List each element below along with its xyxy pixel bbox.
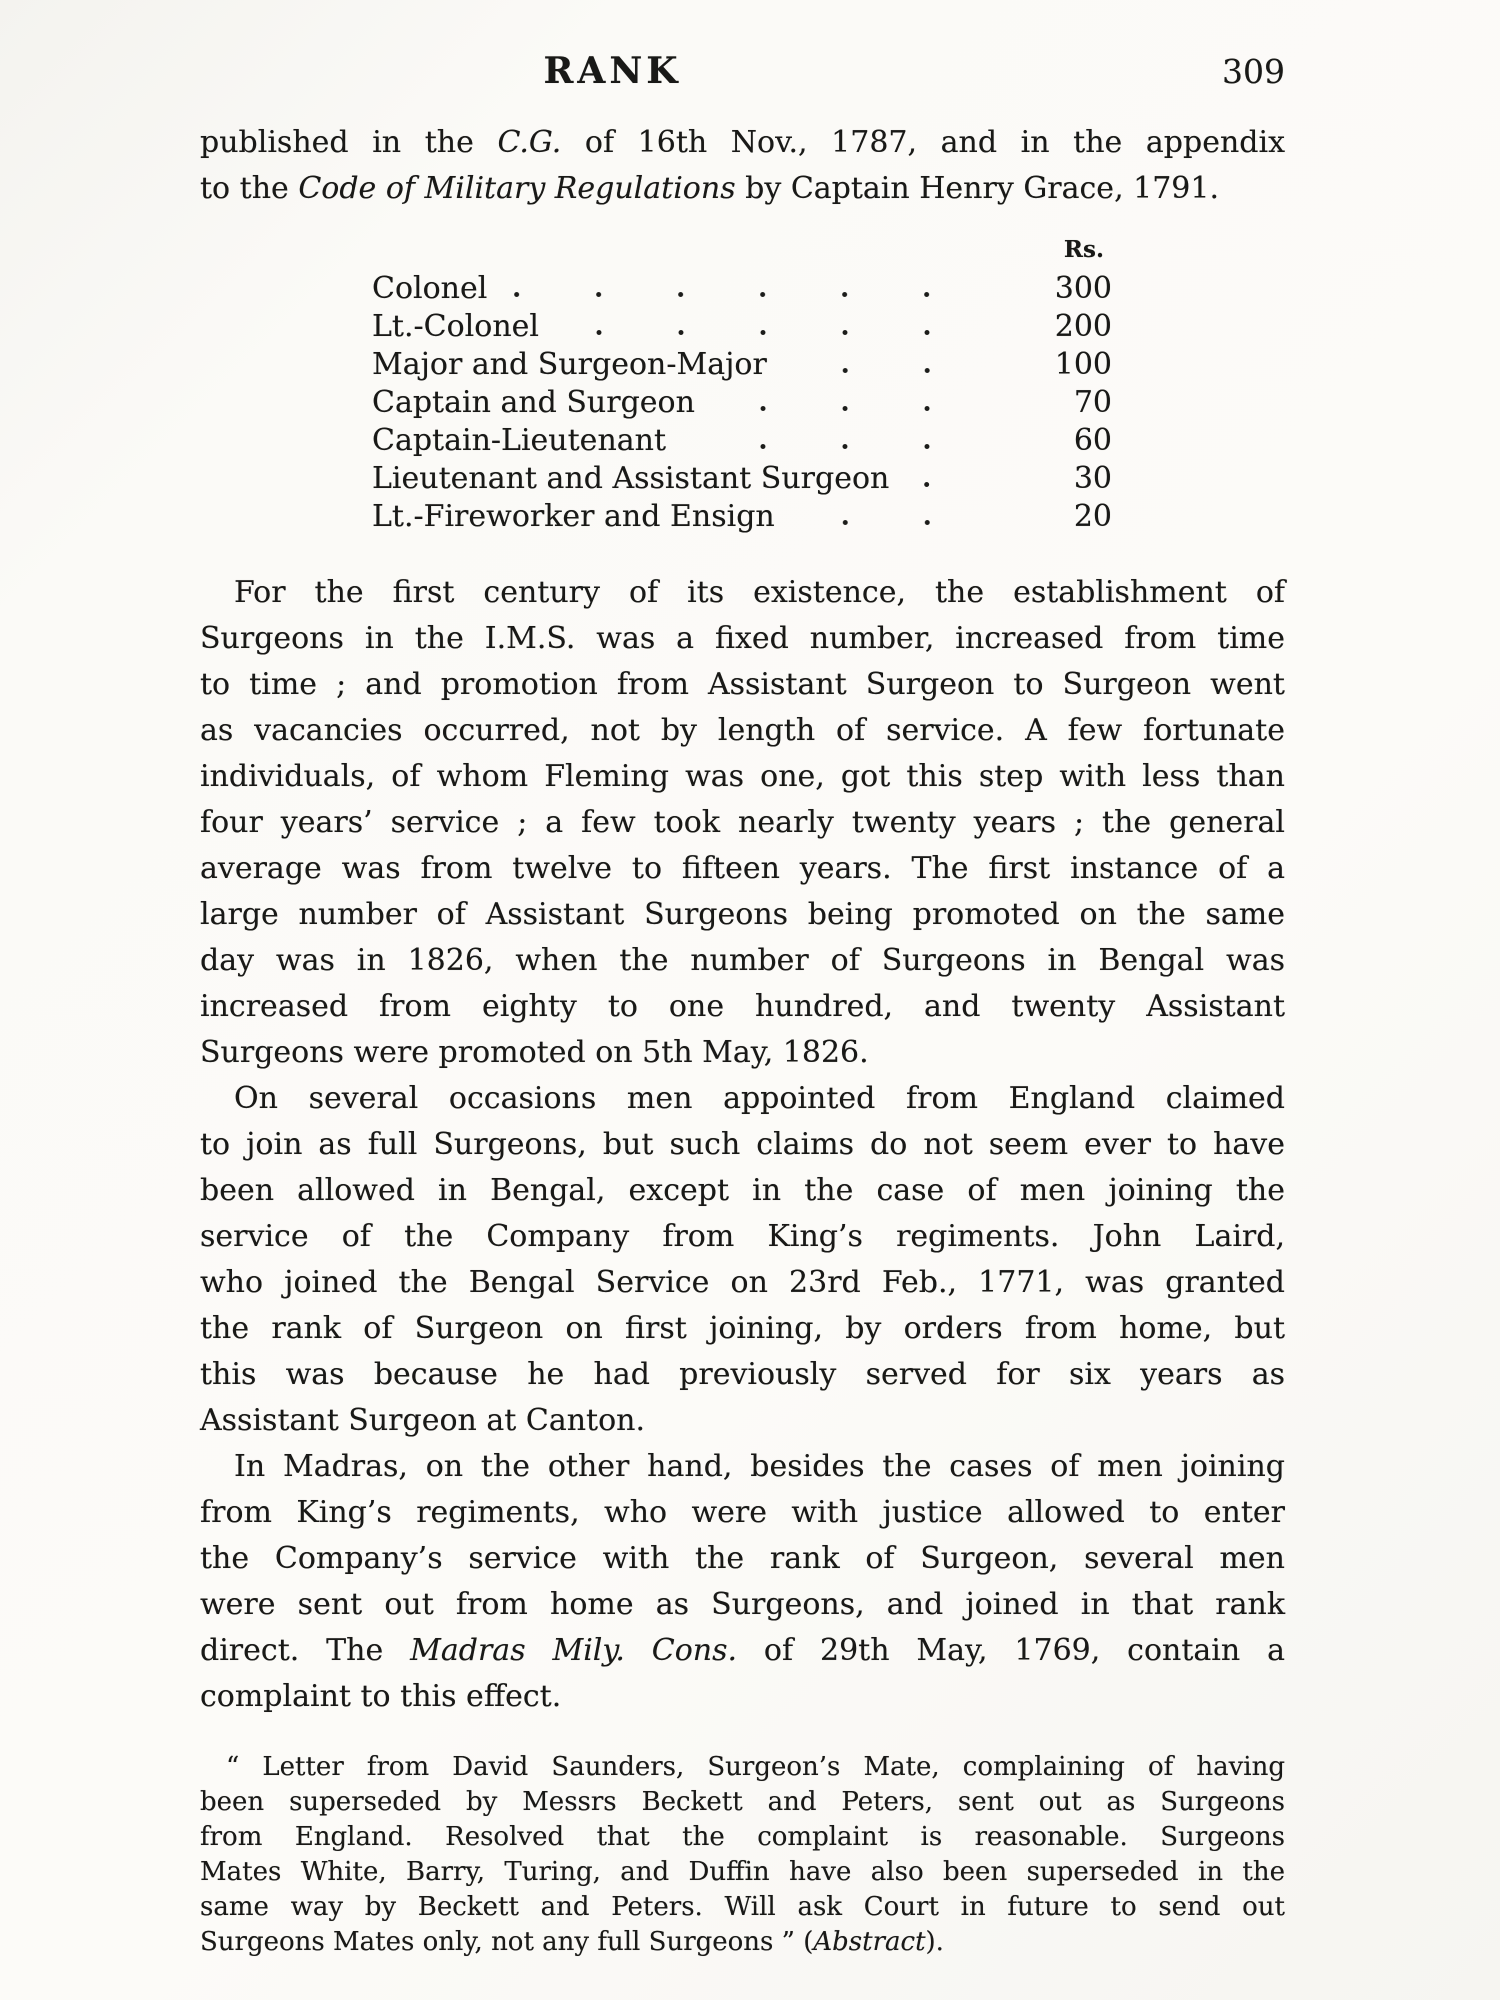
- text-line: Surgeons Mates only, not any full Surgeons ” (Abstract).: [200, 1927, 944, 1957]
- rank-label: Captain and Surgeon: [372, 385, 695, 420]
- text-line: this was because he had previously served for six years as: [200, 1357, 1285, 1392]
- text-line: been allowed in Bengal, except in the case of men joining the: [200, 1173, 1285, 1208]
- table-row: [372, 460, 1112, 498]
- amount-value: 60: [1073, 423, 1112, 458]
- amount-value: 100: [1054, 347, 1112, 382]
- amount-value: 30: [1073, 461, 1112, 496]
- text-line: to the Code of Military Regulations by Captain Henry Grace, 1791.: [200, 171, 1220, 206]
- text-line: Surgeons were promoted on 5th May, 1826.: [200, 1035, 869, 1070]
- text-line: to join as full Surgeons, but such claims do not seem ever to have: [200, 1127, 1285, 1162]
- table-row: [372, 346, 1112, 384]
- text-line: published in the C.G. of 16th Nov., 1787, and in the appendix: [200, 125, 1285, 160]
- salary-table: [372, 236, 1112, 536]
- page-header: [200, 50, 1285, 96]
- text-line: On several occasions men appointed from England claimed: [234, 1081, 1285, 1116]
- rank-label: Major and Surgeon-Major: [372, 347, 767, 382]
- dot-leader: [509, 291, 968, 298]
- text-line: complaint to this effect.: [200, 1679, 562, 1714]
- paragraph-establishment: [200, 570, 1285, 1076]
- text-line: to time ; and promotion from Assistant Surgeon to Surgeon went: [200, 667, 1285, 702]
- text-line: service of the Company from King’s regiments. John Laird,: [200, 1219, 1285, 1254]
- text-line: large number of Assistant Surgeons being promoted on the same: [200, 897, 1285, 932]
- amount-value: 70: [1073, 385, 1112, 420]
- dot-leader: [789, 367, 968, 374]
- text-line: In Madras, on the other hand, besides the cases of men joining: [234, 1449, 1285, 1484]
- text-line: direct. The Madras Mily. Cons. of 29th May, 1769, contain a: [200, 1633, 1285, 1668]
- text-line: Assistant Surgeon at Canton.: [200, 1403, 646, 1438]
- rank-label: Lieutenant and Assistant Surgeon: [372, 461, 890, 496]
- salary-table-rows: [372, 270, 1112, 536]
- page-title: RANK: [543, 50, 682, 92]
- rank-label: Lt.-Colonel: [372, 309, 539, 344]
- text-line: individuals, of whom Fleming was one, got this step with less than: [200, 759, 1285, 794]
- currency-header: Rs.: [1063, 236, 1104, 263]
- text-line: Surgeons in the I.M.S. was a fixed number, increased from time: [200, 621, 1285, 656]
- amount-value: 20: [1073, 499, 1112, 534]
- text-line: “ Letter from David Saunders, Surgeon’s Mate, complaining of having: [226, 1752, 1285, 1782]
- text-line: were sent out from home as Surgeons, and joined in that rank: [200, 1587, 1285, 1622]
- intro-paragraph: [200, 120, 1285, 212]
- text-line: four years’ service ; a few took nearly twenty years ; the general: [200, 805, 1285, 840]
- table-row: [372, 384, 1112, 422]
- dot-leader: [561, 329, 968, 336]
- table-row: [372, 270, 1112, 308]
- text-line: the rank of Surgeon on first joining, by orders from home, but: [200, 1311, 1285, 1346]
- footnote-quote: [200, 1750, 1285, 1960]
- dot-leader: [717, 405, 968, 412]
- paragraph-madras: [200, 1444, 1285, 1720]
- text-line: For the first century of its existence, the establishment of: [234, 575, 1285, 610]
- page-number: 309: [1222, 52, 1285, 91]
- text-line: who joined the Bengal Service on 23rd Feb., 1771, was granted: [200, 1265, 1285, 1300]
- text-line: been superseded by Messrs Beckett and Peters, sent out as Surgeons: [200, 1787, 1285, 1817]
- text-line: day was in 1826, when the number of Surgeons in Bengal was: [200, 943, 1285, 978]
- text-line: as vacancies occurred, not by length of service. A few fortunate: [200, 713, 1285, 748]
- text-line: from England. Resolved that the complaint is reasonable. Surgeons: [200, 1822, 1285, 1852]
- rank-label: Captain-Lieutenant: [372, 423, 667, 458]
- rank-label: Colonel: [372, 271, 488, 306]
- amount-value: 200: [1054, 309, 1112, 344]
- body-text: [200, 570, 1285, 1720]
- dot-leader: [797, 519, 968, 526]
- table-row: [372, 422, 1112, 460]
- text-line: average was from twelve to fifteen years. The first instance of a: [200, 851, 1285, 886]
- rank-label: Lt.-Fireworker and Ensign: [372, 499, 775, 534]
- table-row: [372, 498, 1112, 536]
- dot-leader: [911, 481, 968, 488]
- table-row: [372, 308, 1112, 346]
- text-line: increased from eighty to one hundred, and twenty Assistant: [200, 989, 1285, 1024]
- dot-leader: [688, 443, 968, 450]
- text-line: from King’s regiments, who were with justice allowed to enter: [200, 1495, 1285, 1530]
- text-line: Mates White, Barry, Turing, and Duffin have also been superseded in the: [200, 1857, 1285, 1887]
- text-line: same way by Beckett and Peters. Will ask Court in future to send out: [200, 1892, 1285, 1922]
- amount-value: 300: [1054, 271, 1112, 306]
- paragraph-england-claims: [200, 1076, 1285, 1444]
- text-line: the Company’s service with the rank of Surgeon, several men: [200, 1541, 1285, 1576]
